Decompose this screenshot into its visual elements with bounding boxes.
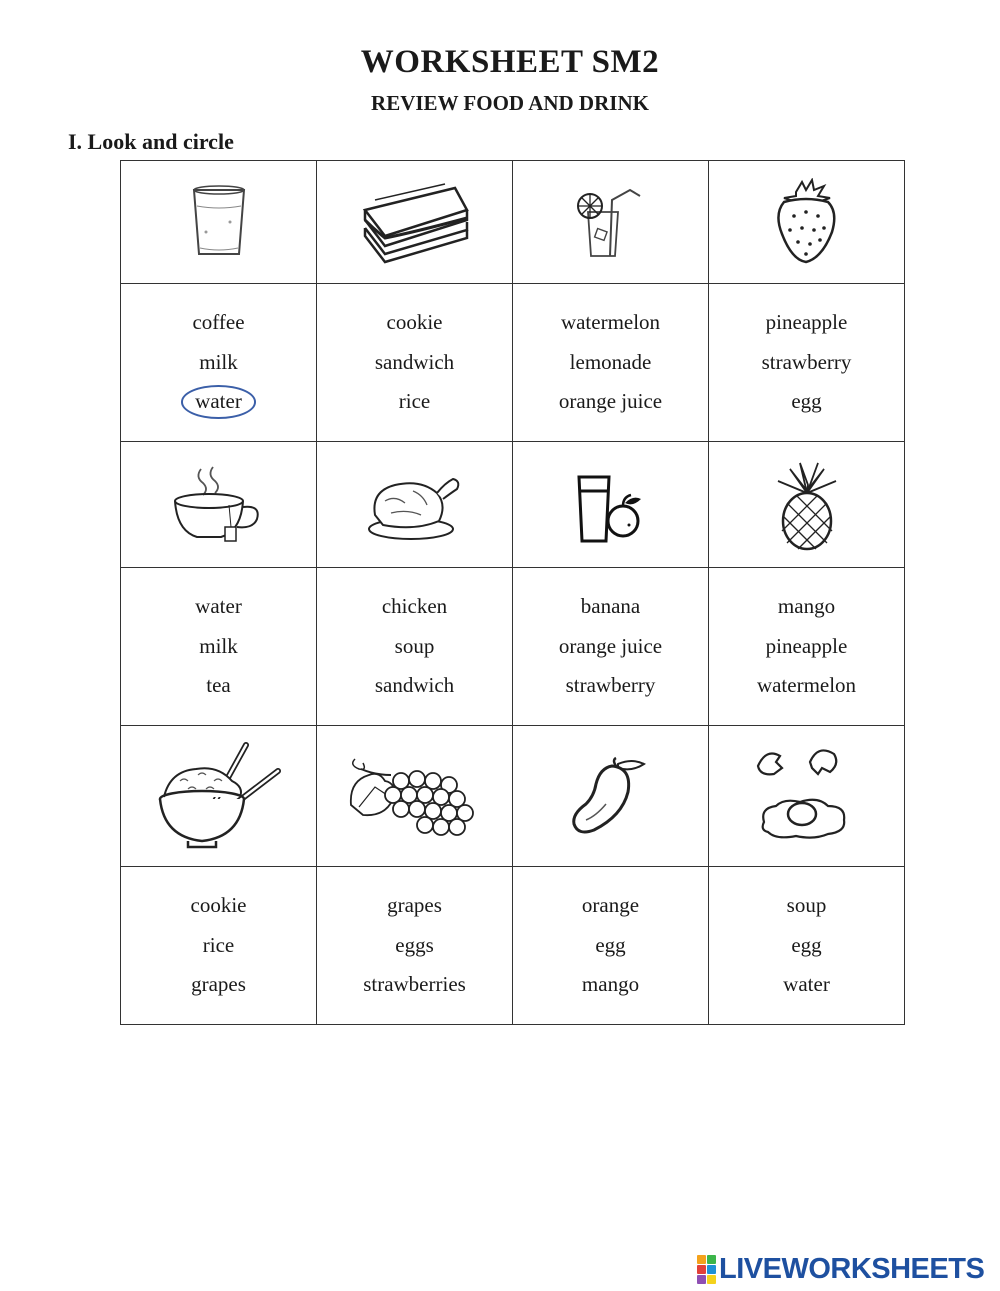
pineapple-icon: [772, 459, 842, 551]
word-option[interactable]: eggs: [395, 932, 434, 957]
picture-cell: [317, 161, 513, 284]
logo-blocks-icon: [697, 1255, 716, 1284]
word-cell: [709, 568, 905, 726]
word-option[interactable]: mango: [777, 594, 836, 619]
picture-cell: [513, 726, 709, 867]
word-option[interactable]: banana: [580, 594, 641, 619]
word-option[interactable]: rice: [398, 389, 431, 414]
worksheet-subtitle: REVIEW FOOD AND DRINK: [371, 91, 649, 115]
word-option[interactable]: milk: [199, 633, 238, 658]
strawberry-icon: [772, 178, 842, 266]
word-option[interactable]: egg: [791, 932, 822, 957]
word-row: [121, 568, 905, 726]
word-option-circled[interactable]: water: [181, 382, 256, 422]
picture-cell: [513, 161, 709, 284]
picture-cell: [513, 442, 709, 568]
word-option[interactable]: strawberries: [363, 972, 466, 997]
word-option[interactable]: water: [195, 594, 242, 619]
orange-juice-icon: [571, 465, 651, 545]
picture-cell: [121, 161, 317, 284]
word-option[interactable]: sandwich: [374, 673, 455, 698]
word-option[interactable]: chicken: [381, 594, 448, 619]
word-option[interactable]: soup: [394, 633, 435, 658]
word-option[interactable]: coffee: [192, 310, 245, 335]
word-option[interactable]: cookie: [386, 310, 443, 335]
word-option[interactable]: tea: [206, 673, 231, 698]
word-option[interactable]: soup: [786, 893, 827, 918]
word-cell: [121, 867, 317, 1025]
word-option[interactable]: sandwich: [374, 349, 455, 374]
mango-icon: [566, 756, 656, 836]
word-option[interactable]: orange juice: [558, 389, 663, 414]
rice-bowl-icon: [154, 741, 284, 851]
lemonade-icon: [566, 182, 656, 262]
grapes-icon: [345, 751, 485, 841]
word-cell: [317, 284, 513, 442]
word-cell: [709, 284, 905, 442]
picture-cell: [709, 442, 905, 568]
picture-row: [121, 442, 905, 568]
worksheet-title: WORKSHEET SM2: [360, 44, 660, 80]
word-row: [121, 284, 905, 442]
picture-cell: [121, 726, 317, 867]
word-option[interactable]: egg: [791, 389, 822, 414]
word-cell: [709, 867, 905, 1025]
word-cell: [121, 568, 317, 726]
word-option[interactable]: water: [783, 972, 830, 997]
word-option[interactable]: lemonade: [569, 349, 652, 374]
word-cell: [317, 867, 513, 1025]
logo-text: LIVEWORKSHEETS: [719, 1252, 985, 1285]
picture-cell: [317, 442, 513, 568]
word-option[interactable]: egg: [595, 932, 626, 957]
picture-row: [121, 161, 905, 284]
word-option[interactable]: cookie: [190, 893, 247, 918]
picture-cell: [709, 161, 905, 284]
word-cell: [513, 284, 709, 442]
word-cell: [121, 284, 317, 442]
word-option[interactable]: watermelon: [560, 310, 661, 335]
egg-icon: [752, 746, 862, 846]
word-option[interactable]: orange: [581, 893, 640, 918]
food-drink-grid: [120, 160, 905, 1025]
glass-of-water-icon: [184, 182, 254, 262]
word-cell: [513, 568, 709, 726]
word-option[interactable]: rice: [202, 932, 235, 957]
liveworksheets-logo: [697, 1253, 984, 1285]
roast-chicken-icon: [365, 465, 465, 545]
tea-cup-icon: [169, 465, 269, 545]
word-option[interactable]: strawberry: [761, 349, 852, 374]
word-option[interactable]: mango: [581, 972, 640, 997]
word-option[interactable]: pineapple: [765, 310, 848, 335]
picture-row: [121, 726, 905, 867]
word-cell: [513, 867, 709, 1025]
picture-cell: [317, 726, 513, 867]
word-option[interactable]: grapes: [387, 893, 442, 918]
picture-cell: [709, 726, 905, 867]
word-option[interactable]: grapes: [191, 972, 246, 997]
word-option[interactable]: strawberry: [565, 673, 656, 698]
word-row: [121, 867, 905, 1025]
sandwich-icon: [355, 180, 475, 265]
picture-cell: [121, 442, 317, 568]
word-option[interactable]: milk: [199, 349, 238, 374]
word-option[interactable]: pineapple: [765, 633, 848, 658]
section-heading: I. Look and circle: [68, 129, 234, 154]
word-option[interactable]: watermelon: [756, 673, 857, 698]
word-option[interactable]: orange juice: [558, 633, 663, 658]
word-cell: [317, 568, 513, 726]
